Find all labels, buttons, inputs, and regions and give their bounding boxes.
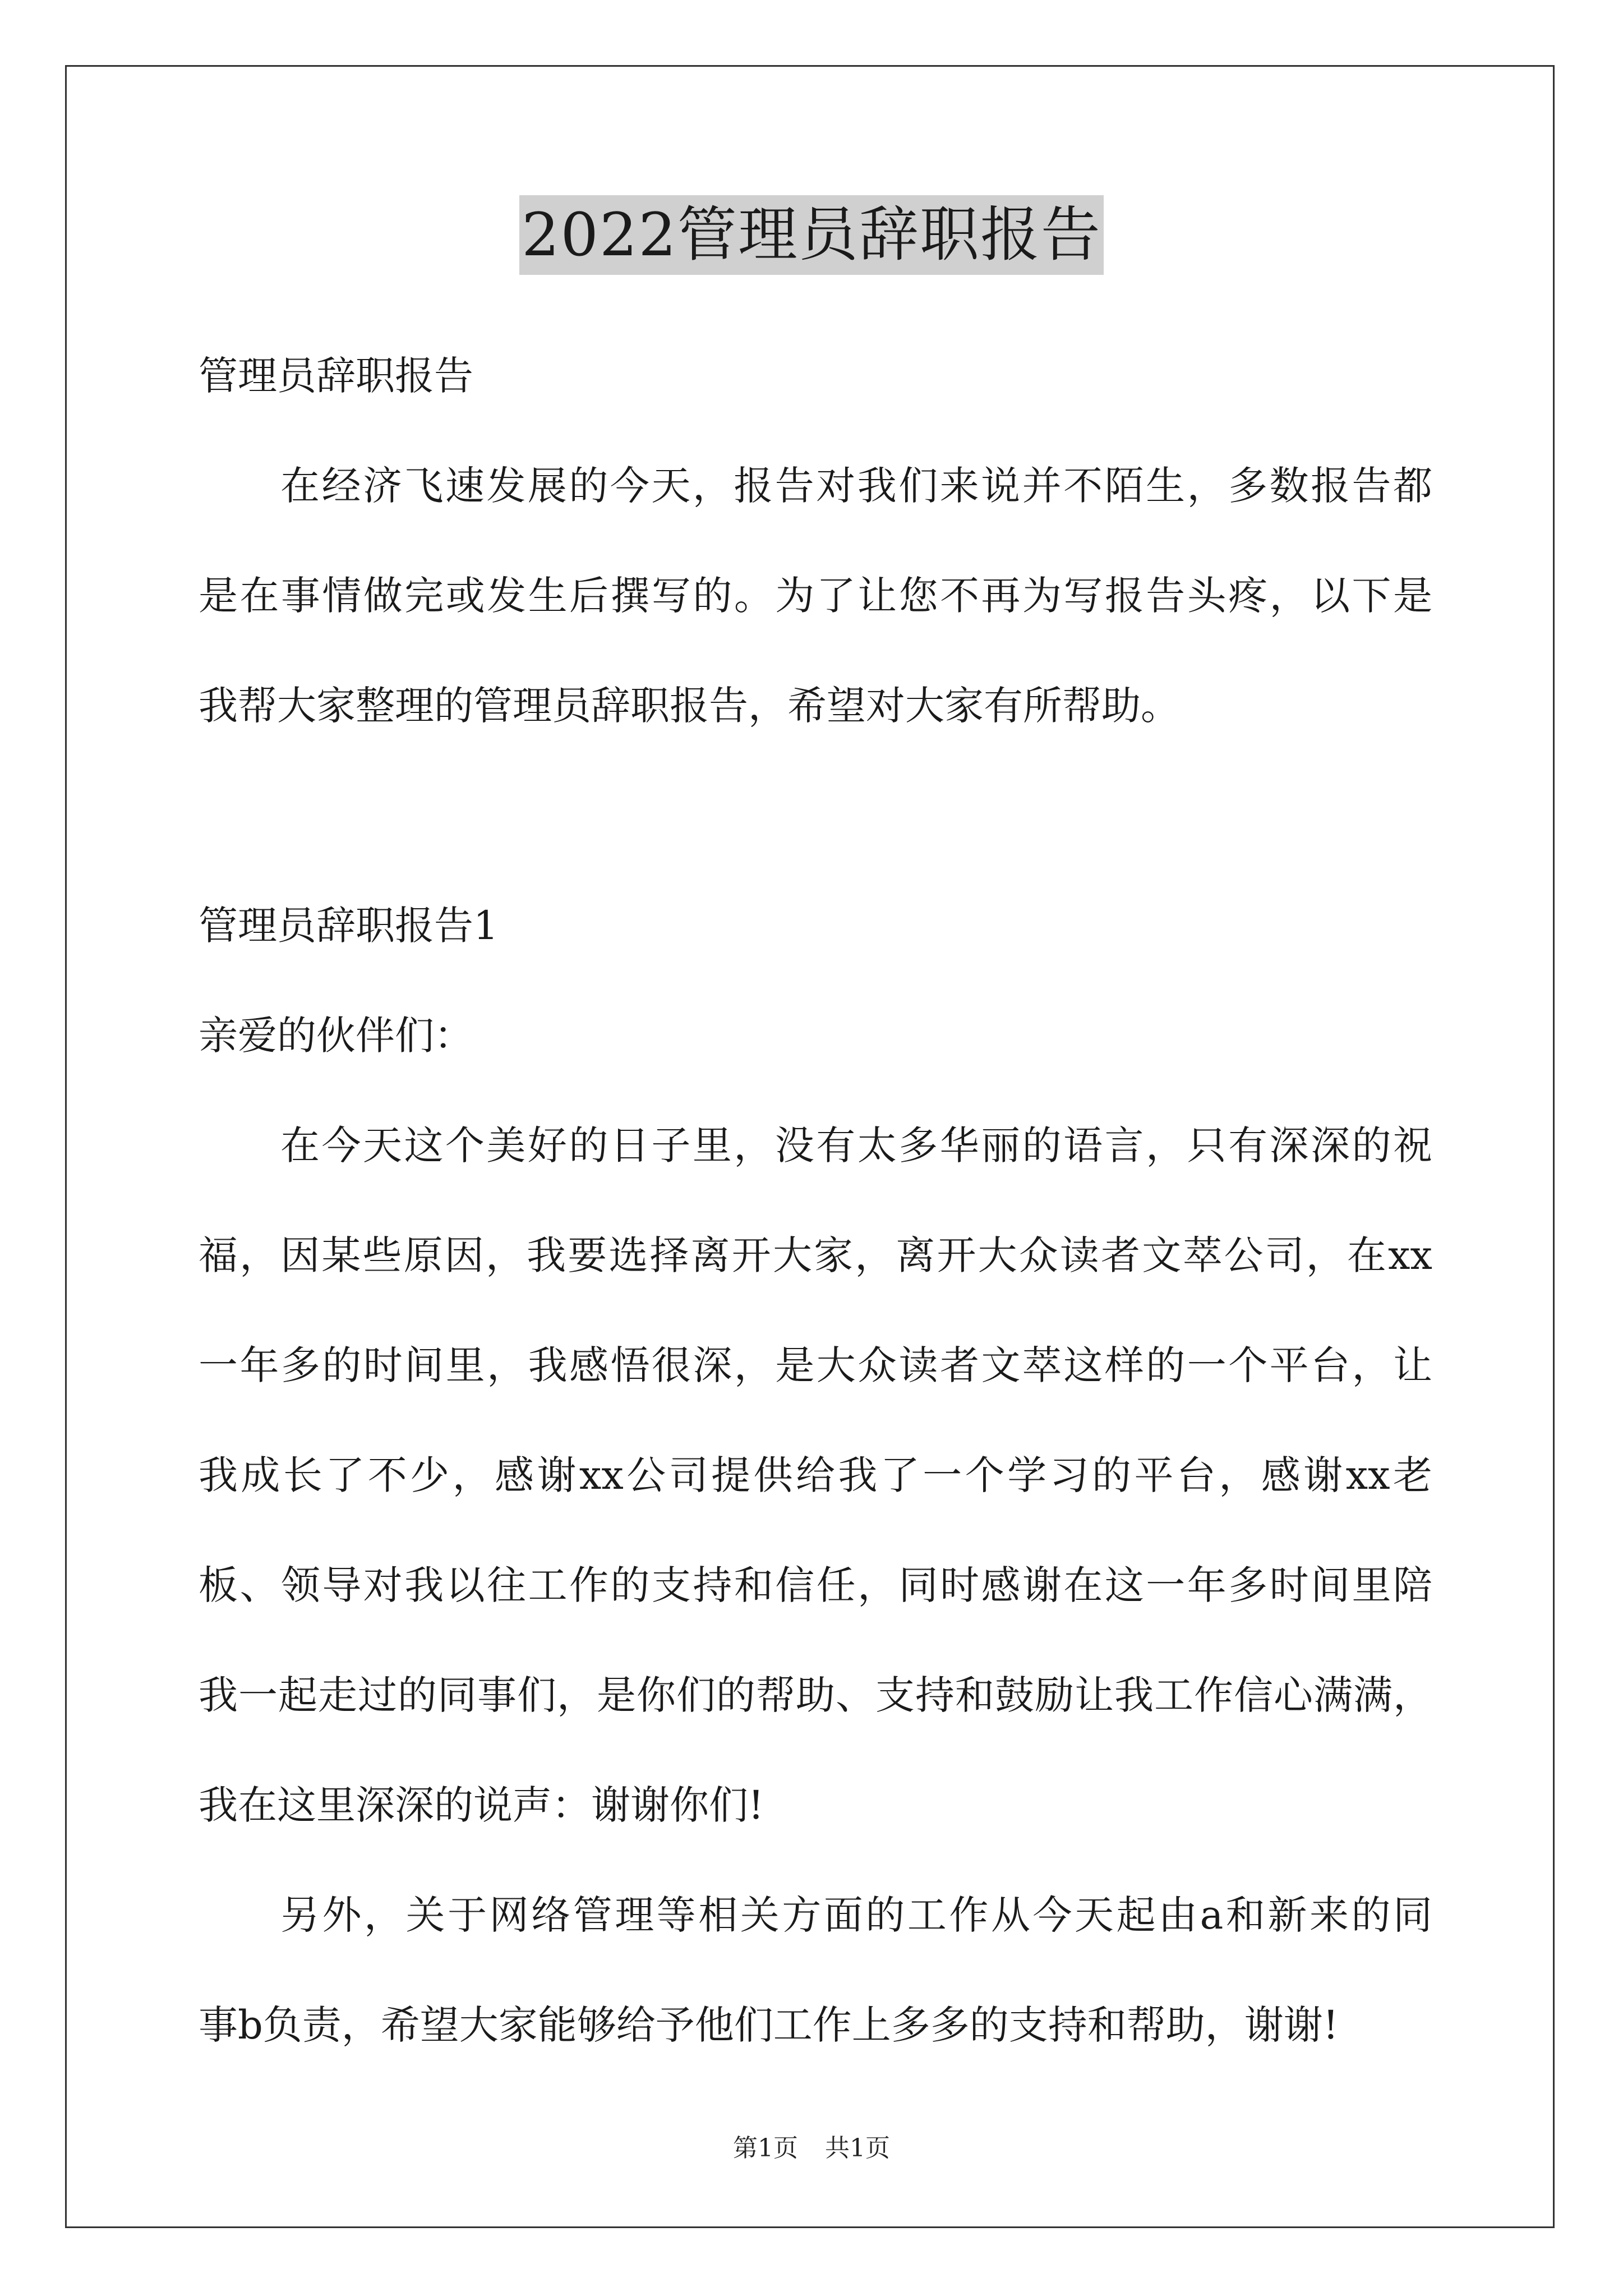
- section-heading: 管理员辞职报告1: [199, 903, 499, 949]
- body-line-7: 我在这里深深的说声：谢谢你们!: [199, 1782, 764, 1828]
- salutation-line: 亲爱的伙伴们：: [199, 1013, 473, 1059]
- body-line-1: 在今天这个美好的日子里，没有太多华丽的语言，只有深深的祝: [280, 1122, 1432, 1168]
- intro-line-3: 我帮大家整理的管理员辞职报告，希望对大家有所帮助。: [199, 683, 1180, 729]
- body-line-6: 我一起走过的同事们，是你们的帮助、支持和鼓励让我工作信心满满，: [199, 1672, 1432, 1718]
- subtitle-line: 管理员辞职报告: [199, 353, 473, 399]
- body-line-5: 板、领导对我以往工作的支持和信任，同时感谢在这一年多时间里陪: [199, 1562, 1432, 1608]
- page-footer: [0, 2132, 1623, 2165]
- paragraph-gap: [199, 788, 1432, 898]
- page-number-total: 共1页: [825, 2134, 890, 2162]
- title-container: [0, 195, 1623, 275]
- intro-line-2: 是在事情做完或发生后撰写的。为了让您不再为写报告头疼，以下是: [199, 573, 1432, 619]
- body-line-8: 另外，关于网络管理等相关方面的工作从今天起由a和新来的同: [280, 1892, 1432, 1938]
- body-line-3: 一年多的时间里，我感悟很深，是大众读者文萃这样的一个平台，让: [199, 1342, 1432, 1388]
- document-body: [199, 348, 1432, 2107]
- body-line-9: 事b负责，希望大家能够给予他们工作上多多的支持和帮助，谢谢!: [199, 2002, 1339, 2048]
- page-number-current: 第1页: [733, 2134, 798, 2162]
- document-title: 2022管理员辞职报告: [519, 195, 1104, 275]
- body-line-2: 福，因某些原因，我要选择离开大家，离开大众读者文萃公司，在xx: [199, 1232, 1432, 1278]
- body-line-4: 我成长了不少，感谢xx公司提供给我了一个学习的平台，感谢xx老: [199, 1452, 1432, 1498]
- intro-line-1: 在经济飞速发展的今天，报告对我们来说并不陌生，多数报告都: [280, 463, 1432, 509]
